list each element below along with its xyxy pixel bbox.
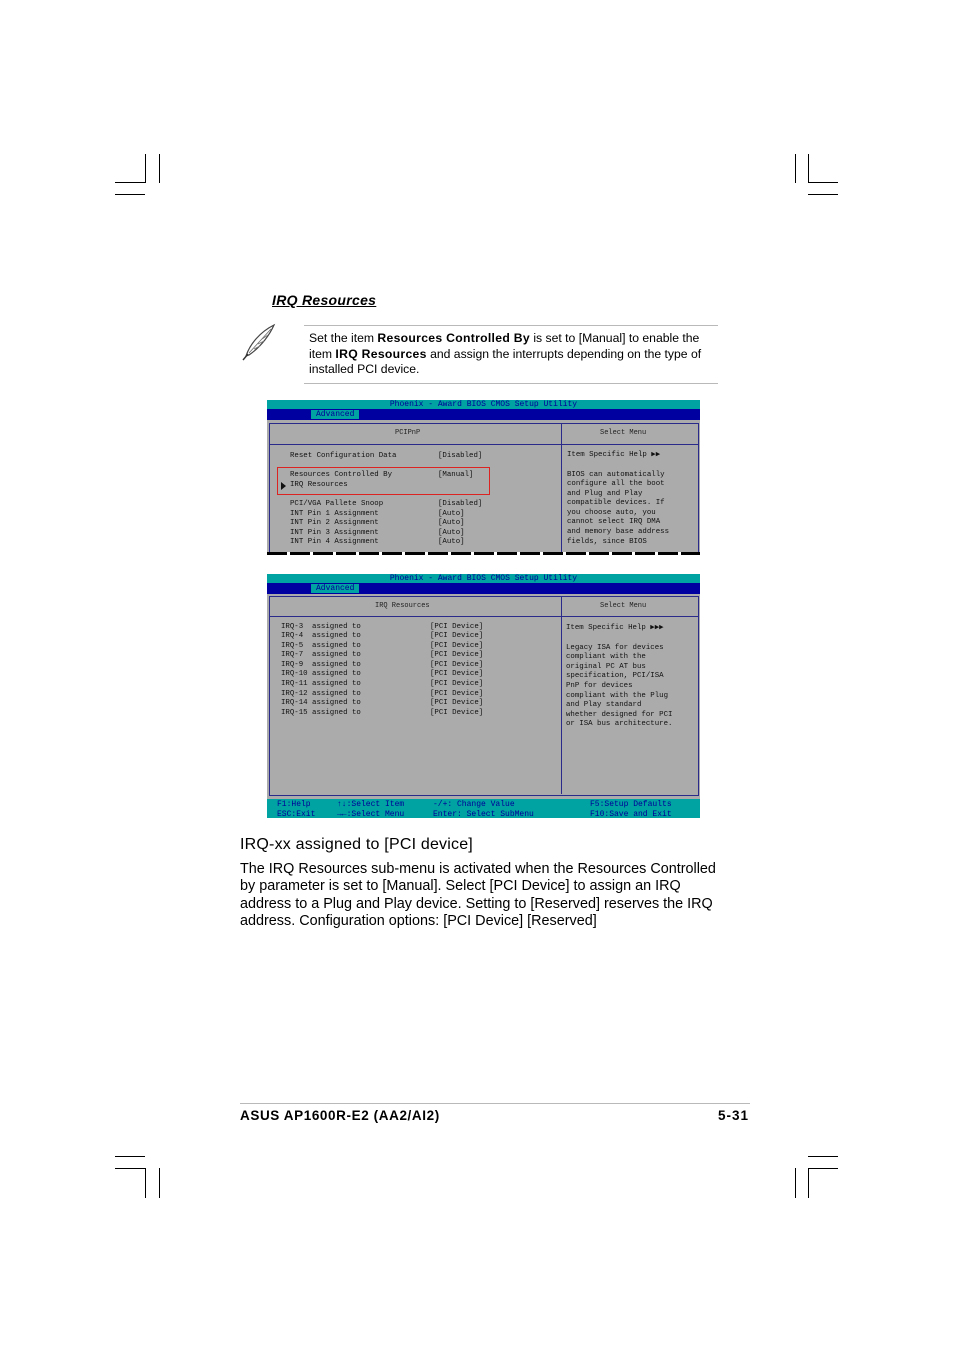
irq-row[interactable]: IRQ-3 assigned to — [281, 623, 361, 631]
bios-title: Phoenix - Award BIOS CMOS Setup Utility — [267, 574, 700, 583]
status-change-value: -/+: Change Value Enter: Select SubMenu — [433, 800, 534, 818]
menu-advanced[interactable]: Advanced — [311, 410, 359, 419]
right-panel-header: Select Menu — [600, 429, 647, 437]
bios-status-bar — [267, 799, 700, 818]
page-number: 5-31 — [717, 1108, 749, 1123]
irq-row-value[interactable]: [PCI Device] — [430, 661, 484, 669]
help-title: Item Specific Help ▶▶▶ — [566, 624, 664, 632]
irq-row-value[interactable]: [PCI Device] — [430, 680, 484, 688]
bios-screen-pcipnp — [267, 400, 700, 555]
footer-product: ASUS AP1600R-E2 (AA2/AI2) — [240, 1108, 440, 1123]
irq-row[interactable]: IRQ-9 assigned to — [281, 661, 361, 669]
irq-row-value[interactable]: [PCI Device] — [430, 623, 484, 631]
left-panel-header: PCIPnP — [395, 429, 421, 437]
irq-row-value[interactable]: [PCI Device] — [430, 670, 484, 678]
bios-row-value[interactable]: [Auto] — [438, 519, 465, 527]
irq-row-value[interactable]: [PCI Device] — [430, 690, 484, 698]
help-line: compatible devices. If — [567, 499, 665, 507]
irq-row-value[interactable]: [PCI Device] — [430, 642, 484, 650]
help-line: Legacy ISA for devices — [566, 644, 664, 652]
pencil-note-icon — [240, 322, 280, 362]
irq-row[interactable]: IRQ-15 assigned to — [281, 709, 361, 717]
irq-row[interactable]: IRQ-14 assigned to — [281, 699, 361, 707]
cutoff-edge — [267, 552, 700, 555]
status-defaults-save: F5:Setup Defaults F10:Save and Exit — [590, 800, 672, 818]
bios-row-value[interactable]: [Manual] — [438, 471, 474, 479]
bios-title: Phoenix - Award BIOS CMOS Setup Utility — [267, 400, 700, 409]
subsection-heading: IRQ-xx assigned to [PCI device] — [240, 836, 473, 853]
bios-row-value[interactable]: [Disabled] — [438, 452, 483, 460]
bios-menubar — [267, 409, 700, 420]
irq-row-value[interactable]: [PCI Device] — [430, 699, 484, 707]
bios-row-value[interactable]: [Auto] — [438, 538, 465, 546]
help-line: configure all the boot — [567, 480, 665, 488]
bios-row[interactable]: INT Pin 1 Assignment — [290, 510, 379, 518]
irq-row[interactable]: IRQ-11 assigned to — [281, 680, 361, 688]
help-line: fields, since BIOS — [567, 538, 647, 546]
menu-advanced[interactable]: Advanced — [311, 584, 359, 593]
help-line: cannot select IRQ DMA — [567, 518, 661, 526]
help-line: or ISA bus architecture. — [566, 720, 673, 728]
bios-row-value[interactable]: [Auto] — [438, 510, 465, 518]
status-select: ↑↓:Select Item →←:Select Menu — [337, 800, 405, 818]
help-line: whether designed for PCI — [566, 711, 673, 719]
note-text: Set the item Resources Controlled By is set to [Manual] to enable the item IRQ Resources and assign the interrupts depending on the type of installed PCI device. — [309, 331, 702, 376]
status-help-exit: F1:Help ESC:Exit — [277, 800, 316, 818]
bios-menubar — [267, 583, 700, 594]
help-line: compliant with the Plug — [566, 692, 669, 700]
left-panel-header: IRQ Resources — [375, 602, 430, 610]
bios-row-submenu[interactable]: IRQ Resources — [290, 481, 348, 489]
right-panel-header: Select Menu — [600, 602, 647, 610]
bios-row[interactable]: INT Pin 2 Assignment — [290, 519, 379, 527]
bios-row-value[interactable]: [Auto] — [438, 529, 465, 537]
irq-row-value[interactable]: [PCI Device] — [430, 632, 484, 640]
help-line: and Play standard — [566, 701, 642, 709]
irq-row[interactable]: IRQ-10 assigned to — [281, 670, 361, 678]
help-line: original PC AT bus — [566, 663, 646, 671]
bios-row[interactable]: Resources Controlled By — [290, 471, 393, 479]
body-paragraph: The IRQ Resources sub-menu is activated when the Resources Controlled by parameter is set to [Manual]. Select [PCI Device] to assign an IRQ address to a Plug and Play device. Setting to [Reserved] reserves the IRQ address. Configuration options: [PCI Device] [Reserved] — [240, 861, 716, 930]
footer-rule — [240, 1103, 750, 1104]
help-line: you choose auto, you — [567, 509, 656, 517]
irq-row-value[interactable]: [PCI Device] — [430, 651, 484, 659]
irq-row[interactable]: IRQ-12 assigned to — [281, 690, 361, 698]
help-line: BIOS can automatically — [567, 471, 665, 479]
bios-screen-irq-resources — [267, 574, 700, 818]
irq-row[interactable]: IRQ-5 assigned to — [281, 642, 361, 650]
note-box — [304, 325, 718, 384]
bios-row-value[interactable]: [Disabled] — [438, 500, 483, 508]
bios-row[interactable]: PCI/VGA Pallete Snoop — [290, 500, 384, 508]
section-title: IRQ Resources — [272, 292, 377, 308]
help-line: and memory base address — [567, 528, 670, 536]
bios-row[interactable]: INT Pin 4 Assignment — [290, 538, 379, 546]
help-line: PnP for devices — [566, 682, 633, 690]
irq-row[interactable]: IRQ-4 assigned to — [281, 632, 361, 640]
note-bold-irq: IRQ Resources — [335, 346, 427, 361]
irq-row-value[interactable]: [PCI Device] — [430, 709, 484, 717]
bios-row[interactable]: INT Pin 3 Assignment — [290, 529, 379, 537]
submenu-arrow-icon — [281, 482, 286, 490]
bios-row[interactable]: Reset Configuration Data — [290, 452, 397, 460]
note-bold-resources: Resources Controlled By — [377, 331, 530, 345]
help-line: and Plug and Play — [567, 490, 643, 498]
help-title: Item Specific Help ▶▶ — [567, 451, 661, 459]
irq-row[interactable]: IRQ-7 assigned to — [281, 651, 361, 659]
help-line: specification, PCI/ISA — [566, 672, 664, 680]
help-line: compliant with the — [566, 653, 646, 661]
